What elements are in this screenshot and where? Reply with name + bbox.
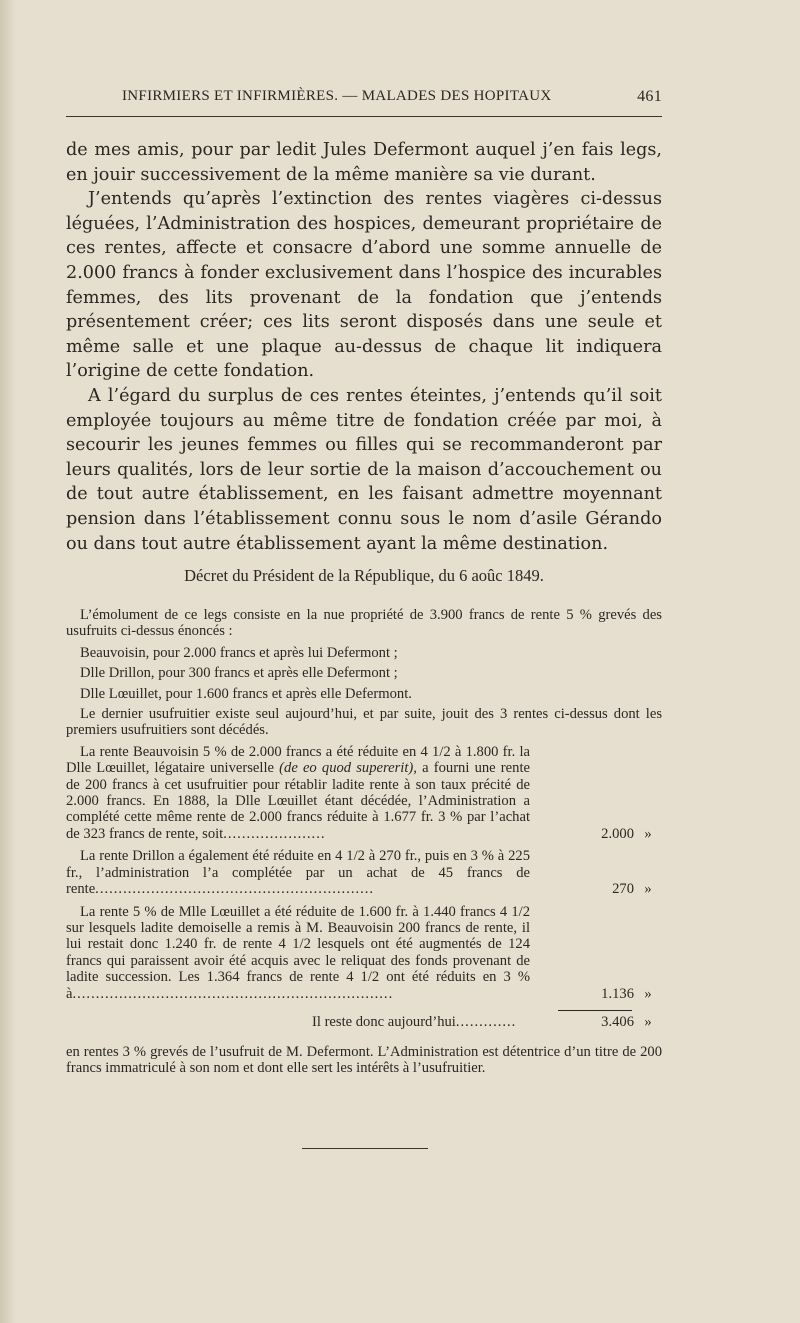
remaining-amount bbox=[534, 1014, 662, 1030]
ditto-mark: » bbox=[644, 881, 652, 898]
entry-amount bbox=[534, 826, 662, 842]
amount-value: 1.136 bbox=[601, 985, 634, 1002]
rent-entry-loeuillet bbox=[66, 904, 662, 1002]
rent-entry-drillon bbox=[66, 848, 662, 897]
remaining-label bbox=[312, 1014, 516, 1030]
end-rule bbox=[302, 1148, 428, 1149]
entry-amount bbox=[534, 986, 662, 1002]
ditto-mark: » bbox=[644, 1013, 652, 1030]
amount-value: 2.000 bbox=[601, 825, 634, 842]
sum-rule bbox=[558, 1010, 632, 1011]
header-rule bbox=[66, 116, 662, 117]
list-item: Dlle Drillon, pour 300 francs et après elle Defermont ; bbox=[80, 665, 398, 682]
notes-section bbox=[66, 607, 662, 1082]
ditto-mark: » bbox=[644, 825, 652, 842]
entry-text bbox=[66, 848, 530, 897]
leader-dots: ............................................................ bbox=[95, 881, 375, 898]
amount-value: 270 bbox=[612, 881, 634, 898]
leader-dots: ...................... bbox=[223, 825, 326, 842]
notes-intro: L’émolument de ce legs consiste en la nue propriété de 3.900 francs de rente 5 % grevés des usufruits ci-dessus énoncés : bbox=[66, 607, 662, 640]
leader-dots: ............. bbox=[455, 1013, 517, 1030]
notes-conclusion: en rentes 3 % grevés de l’usufruit de M. Defermont. L’Administration est détentrice d’un titre de 200 francs immatriculé à son nom et dont elle sert les intérêts à l’usufruitier. bbox=[66, 1043, 662, 1077]
paragraph-continuation: de mes amis, pour par ledit Jules Defermont auquel j’en fais legs, en jouir successivement de la même manière sa vie durant. bbox=[66, 140, 662, 185]
remaining-total bbox=[66, 1010, 662, 1032]
entry-text-a: La rente 5 % de Mlle Lœuillet a été réduite de 1.600 fr. à 1.440 francs 4 1/2 sur lesquels ladite demoiselle a remis à M. Beauvoisin 200 francs de rente, il lui restait donc 1.240 fr. de rente 4 1/2 lesquels ont été augmentés de 124 francs qui paraissent avoir été acquis avec le reliquat des fonds provenant de ladite succession. Les 1.364 francs de rente 4 1/2 ont été réduits en 3 % à bbox=[66, 903, 530, 1002]
paragraph: A l’égard du surplus de ces rentes éteintes, j’entends qu’il soit employée toujours au même titre de fondation créée par moi, à secourir les jeunes femmes ou filles qui se recommanderont par leurs qualités, lors de leur sortie de la maison d’accouchement ou de tout autre établissement, en les faisant admettre moyennant pension dans l’établissement connu sous le nom d’asile Gérando ou dans tout autre établissement ayant la même destination. bbox=[66, 385, 662, 554]
entry-text-a: La rente Beauvoisin 5 % de 2.000 francs a été réduite en 4 1/2 à 1.800 fr. la Dlle Lœuillet, légataire universelle bbox=[66, 743, 530, 777]
list-item: Beauvoisin, pour 2.000 francs et après lui Defermont ; bbox=[80, 644, 398, 661]
decree-title: Décret du Président de la République, du 6 aoûc 1849. bbox=[184, 566, 544, 585]
notes-survivor: Le dernier usufruitier existe seul aujourd’hui, et par suite, jouit des 3 rentes ci-dessus dont les premiers usufruitiers sont décédés. bbox=[66, 706, 662, 739]
entry-text-a: La rente Drillon a également été réduite en 4 1/2 à 270 fr., puis en 3 % à 225 fr., l’administration l’a complétée par un achat de 45 francs de rente bbox=[66, 848, 530, 898]
leader-dots: ..................................................................... bbox=[72, 985, 394, 1002]
entry-text bbox=[66, 744, 530, 842]
running-title: INFIRMIERS ET INFIRMIÈRES. — MALADES DES HOPITAUX bbox=[122, 88, 552, 104]
remaining-text: Il reste donc aujourd’hui bbox=[312, 1013, 456, 1030]
running-header bbox=[66, 88, 662, 112]
entry-text-latin: (de eo quod supererit), bbox=[279, 760, 417, 777]
page-edge-shadow bbox=[0, 0, 16, 1323]
list-item: Dlle Lœuillet, pour 1.600 francs et après elle Defermont. bbox=[80, 685, 412, 702]
rent-entry-beauvoisin bbox=[66, 744, 662, 842]
amount-value: 3.406 bbox=[601, 1013, 634, 1030]
main-text bbox=[66, 138, 662, 556]
paragraph: J’entends qu’après l’extinction des rentes viagères ci-dessus léguées, l’Administration des hospices, demeurant propriétaire de ces rentes, affecte et consacre d’abord une somme annuelle de 2.000 francs à fonder exclusivement dans l’hospice des incurables femmes, des lits provenant de la fondation que j’entends présentement créer; ces lits seront disposés dans une seule et même salle et une plaque au-dessus de chaque lit indiquera l’origine de cette fondation. bbox=[66, 189, 662, 382]
ditto-mark: » bbox=[644, 985, 652, 1002]
page-number: 461 bbox=[637, 88, 662, 105]
entry-text-b: a fourni une rente de 200 francs à cet usufruitier pour rétablir ladite rente à son taux précité de 2.000 francs. En 1888, la Dlle Lœuillet étant décédée, l’Administration a complété cette même rente de 2.000 francs réduite à 1.677 fr. 3 % par l’achat de 323 francs de rente, soit bbox=[66, 760, 530, 842]
entry-amount bbox=[534, 881, 662, 897]
entry-text bbox=[66, 904, 530, 1002]
